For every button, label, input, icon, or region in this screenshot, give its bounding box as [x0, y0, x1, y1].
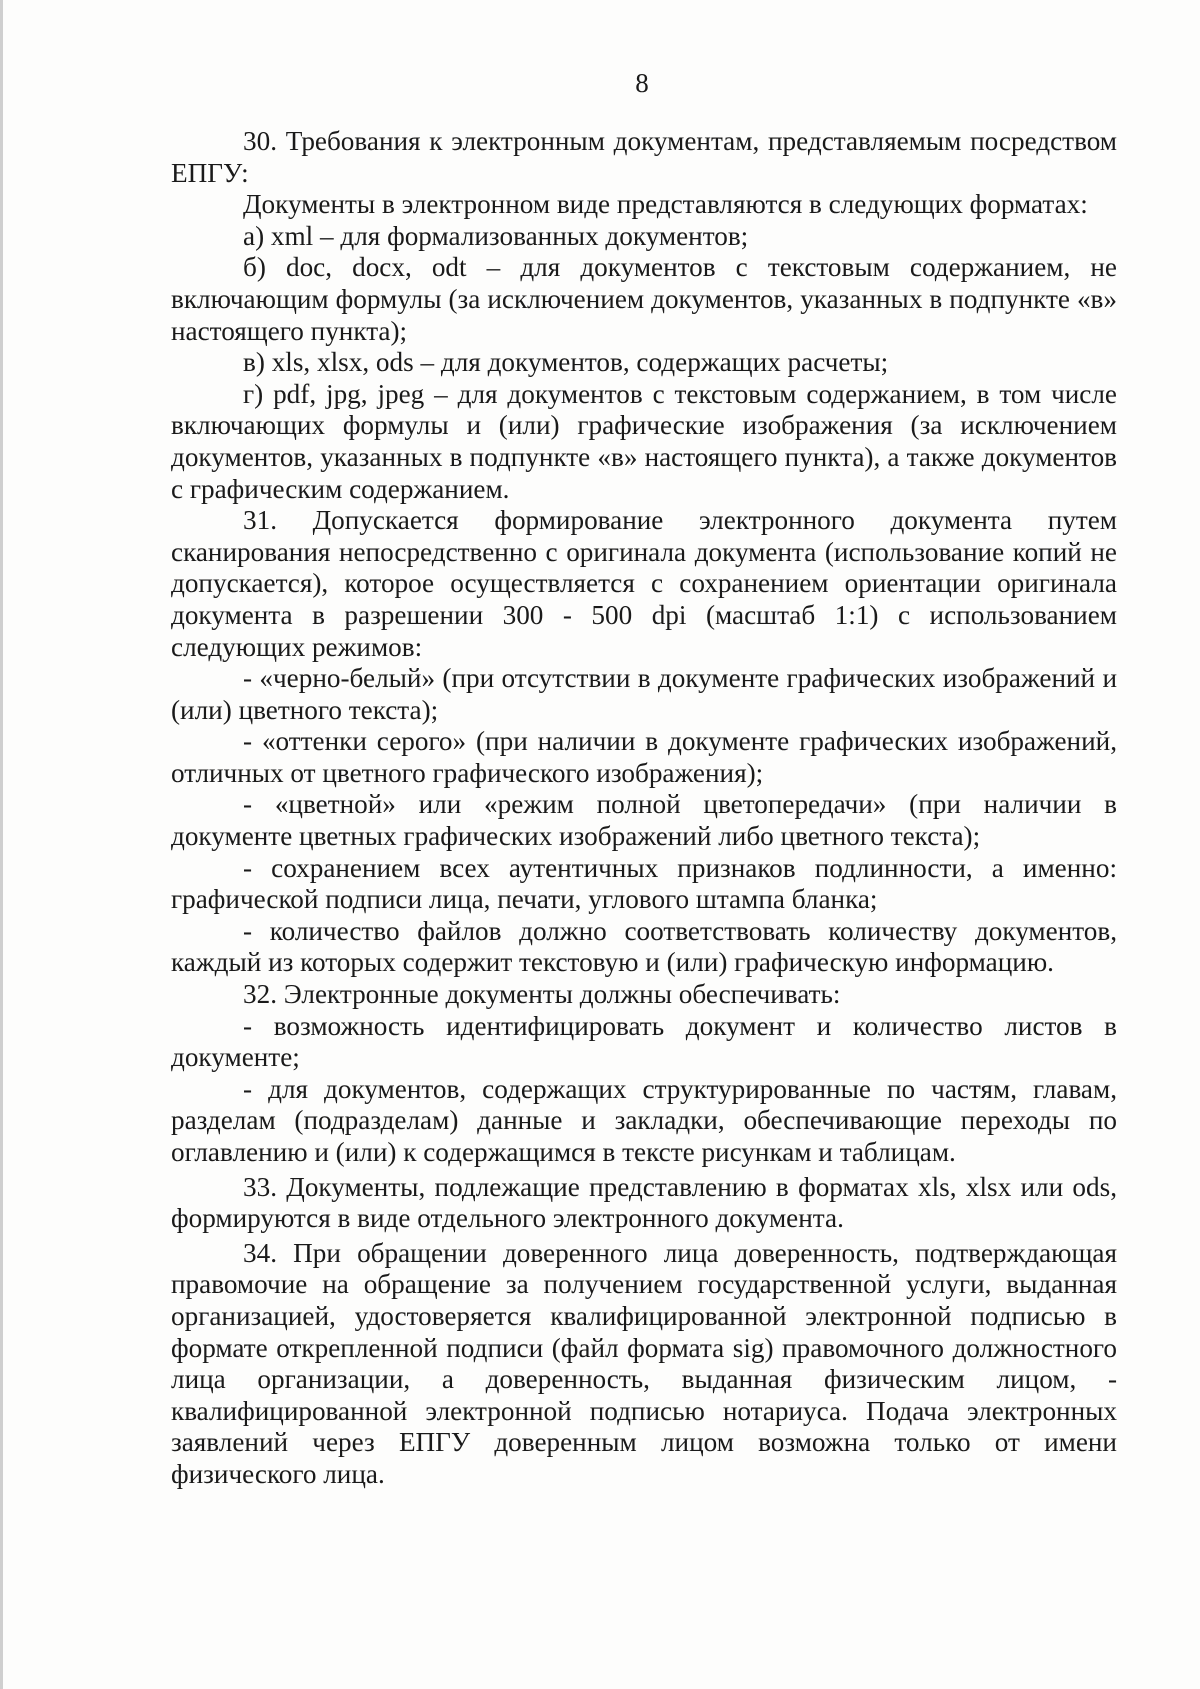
paragraph-31: 31. Допускается формирование электронного документа путем сканирования непосредственно с оригинала документа (использование копий не допускается), которое осуществляется с сохранением ориентации оригинала документа в разрешении 300 - 500 dpi (масштаб 1:1) с использованием следующих режимов:	[171, 505, 1117, 662]
scan-mode-authenticity: - сохранением всех аутентичных признаков подлинности, а именно: графической подписи лица, печати, углового штампа бланка;	[171, 852, 1117, 915]
paragraph-33: 33. Документы, подлежащие представлению в форматах xls, xlsx или ods, формируются в виде отдельного электронного документа.	[171, 1171, 1117, 1234]
scan-mode-file-count: - количество файлов должно соответствовать количеству документов, каждый из которых содержит текстовую и (или) графическую информацию.	[171, 915, 1117, 978]
scan-edge	[0, 0, 3, 1689]
paragraph-30-heading: 30. Требования к электронным документам, представляемым посредством ЕПГУ:	[171, 126, 1117, 188]
requirement-bookmarks: - для документов, содержащих структурированные по частям, главам, разделам (подразделам) данные и закладки, обеспечивающие переходы по оглавлению и (или) к содержащимся в тексте рисункам и таблицам.	[171, 1073, 1117, 1167]
list-item-v: в) xls, xlsx, ods – для документов, содержащих расчеты;	[243, 347, 889, 378]
scan-mode-grayscale: - «оттенки серого» (при наличии в документе графических изображений, отличных от цветного графического изображения);	[171, 726, 1117, 788]
list-item-b: б) doc, docx, odt – для документов с текстовым содержанием, не включающим формулы (за исключением документов, указанных в подпункте «в» настоящего пункта);	[171, 252, 1117, 346]
paragraph-32: 32. Электронные документы должны обеспечивать:	[243, 979, 841, 1010]
list-item-g: г) pdf, jpg, jpeg – для документов с текстовым содержанием, в том числе включающих формулы и (или) графические изображения (за исключением документов, указанных в подпункте «в» настоящего пункта), а также документов с графическим содержанием.	[171, 378, 1117, 504]
paragraph-formats-intro: Документы в электронном виде представляются в следующих форматах:	[243, 189, 1088, 220]
list-item-a: а) xml – для формализованных документов;	[243, 220, 749, 251]
paragraph-34: 34. При обращении доверенного лица доверенность, подтверждающая правомочие на обращение за получением государственной услуги, выданная организацией, удостоверяется квалифицированной электронной подписью в формате открепленной подписи (файл формата sig) правомочного должностного лица организации, а доверенность, выданная физическим лицом, - квалифицированной электронной подписью нотариуса. Подача электронных заявлений через ЕПГУ доверенным лицом возможна только от имени физического лица.	[171, 1237, 1117, 1489]
page-number: 8	[635, 68, 649, 98]
requirement-identify: - возможность идентифицировать документ и количество листов в документе;	[171, 1010, 1117, 1073]
scan-mode-black-white: - «черно-белый» (при отсутствии в документе графических изображений и (или) цветного текста);	[171, 663, 1117, 725]
scan-mode-color: - «цветной» или «режим полной цветопередачи» (при наличии в документе цветных графических изображений либо цветного текста);	[171, 789, 1117, 852]
document-body	[171, 126, 1117, 1491]
